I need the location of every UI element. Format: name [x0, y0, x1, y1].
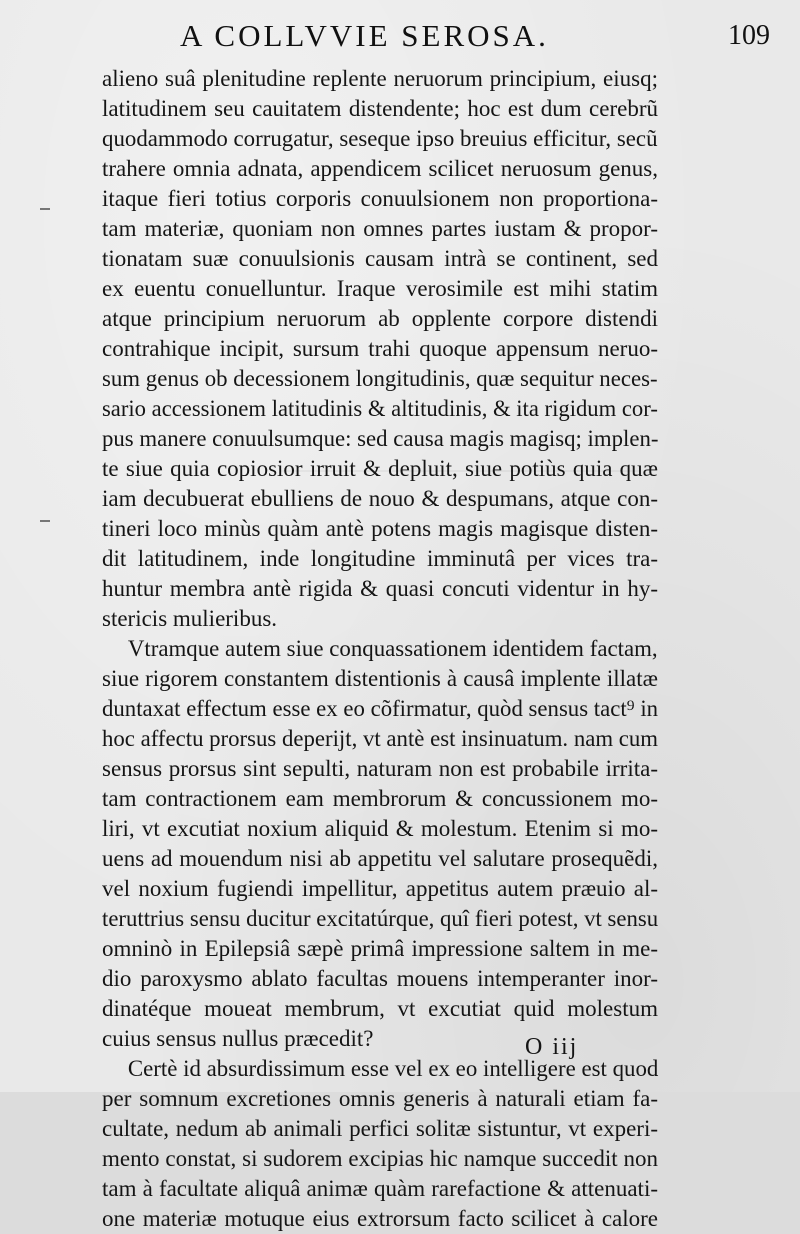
text-line: tam à facultate aliquâ animæ quàm rarefactione & attenuati- [102, 1176, 658, 1201]
text-line: stericis mulieribus. [102, 606, 278, 631]
margin-mark [40, 208, 50, 210]
text-line: hoc affectu prorsus deperijt, vt antè est insinuatum. nam cum [102, 726, 659, 751]
text-line: itaque fieri totius corporis conuulsionem non proportiona- [102, 186, 658, 211]
text-line: dit latitudinem, inde longitudine imminutâ per vices tra- [102, 546, 658, 571]
text-line: teruttrius sensu ducitur excitatúrque, quî fieri potest, vt sensu [102, 906, 659, 931]
text-line: dinatéque moueat membrum, vt excutiat quid molestum [102, 996, 658, 1021]
text-line: te siue quia copiosior irruit & depluit, siue potiùs quia quæ [102, 456, 658, 481]
text-line: ex euentu conuelluntur. Iraque verosimile est mihi statim [102, 276, 658, 301]
text-line: trahere omnia adnata, appendicem scilicet neruosum genus, [102, 156, 658, 181]
text-line: Vtramque autem siue conquassationem identidem factam, [127, 636, 658, 661]
text-line: omninò in Epilepsiâ sæpè primâ impressione saltem in me- [102, 936, 658, 961]
text-line: siue rigorem constantem distentionis à causâ implente illatæ [102, 666, 658, 691]
text-line: tam materiæ, quoniam non omnes partes iustam & propor- [102, 216, 658, 241]
text-line: sum genus ob decessionem longitudinis, quæ sequitur neces- [102, 366, 658, 391]
signature-mark: O iij [525, 1034, 579, 1060]
text-line: dio paroxysmo ablato facultas mouens intemperanter inor- [102, 966, 658, 991]
text-line: cultate, nedum ab animali perfici solitæ sistuntur, vt experi- [102, 1116, 658, 1141]
text-line: cuius sensus nullus præcedit? [102, 1026, 374, 1051]
page-header [150, 10, 770, 68]
text-line: one materiæ motuque eius extrorsum facto scilicet à calore [102, 1206, 658, 1231]
text-line: Certè id absurdissimum esse vel ex eo intelligere est quod [127, 1056, 659, 1081]
text-line: liri, vt excutiat noxium aliquid & molestum. Etenim si mo- [102, 816, 658, 841]
text-line: tineri loco minùs quàm antè potens magis magisque disten- [102, 516, 658, 541]
text-line: sario accessionem latitudinis & altitudinis, & ita rigidum cor- [102, 396, 658, 421]
text-line: latitudinem seu cauitatem distendente; hoc est dum cerebrũ [102, 96, 658, 121]
running-title: A COLLVVIE SEROSA. [180, 18, 549, 53]
margin-mark [40, 520, 50, 522]
text-line: uens ad mouendum nisi ab appetitu vel salutare prosequẽdi, [102, 846, 658, 871]
text-line: mento constat, si sudorem excipias hic namque succedit non [102, 1146, 658, 1171]
text-line: contrahique incipit, sursum trahi quoque appensum neruo- [102, 336, 658, 361]
text-line: atque principium neruorum ab opplente corpore distendi [102, 306, 658, 331]
text-line: alieno suâ plenitudine replente neruorum principium, eiusq; [102, 66, 658, 91]
text-line: tionatam suæ conuulsionis causam intrà se continent, sed [102, 246, 658, 271]
text-line: sensus prorsus sint sepulti, naturam non est probabile irrita- [102, 756, 658, 781]
text-line: huntur membra antè rigida & quasi concuti videntur in hy- [102, 576, 658, 601]
text-line: per somnum excretiones omnis generis à naturali etiam fa- [102, 1086, 658, 1111]
page-number: 109 [728, 20, 770, 51]
text-line: pus manere conuulsumque: sed causa magis magisq; implen- [102, 426, 659, 451]
text-line: vel noxium fugiendi impellitur, appetitus autem præuio al- [102, 876, 658, 901]
text-line: quodammodo corrugatur, seseque ipso breuius efficitur, secũ [102, 126, 658, 151]
text-line: duntaxat effectum esse ex eo cõfirmatur, quòd sensus tact⁹ in [102, 696, 659, 721]
text-line: iam decubuerat ebulliens de nouo & despumans, atque con- [102, 486, 658, 511]
text-line: tam contractionem eam membrorum & concussionem mo- [102, 786, 658, 811]
